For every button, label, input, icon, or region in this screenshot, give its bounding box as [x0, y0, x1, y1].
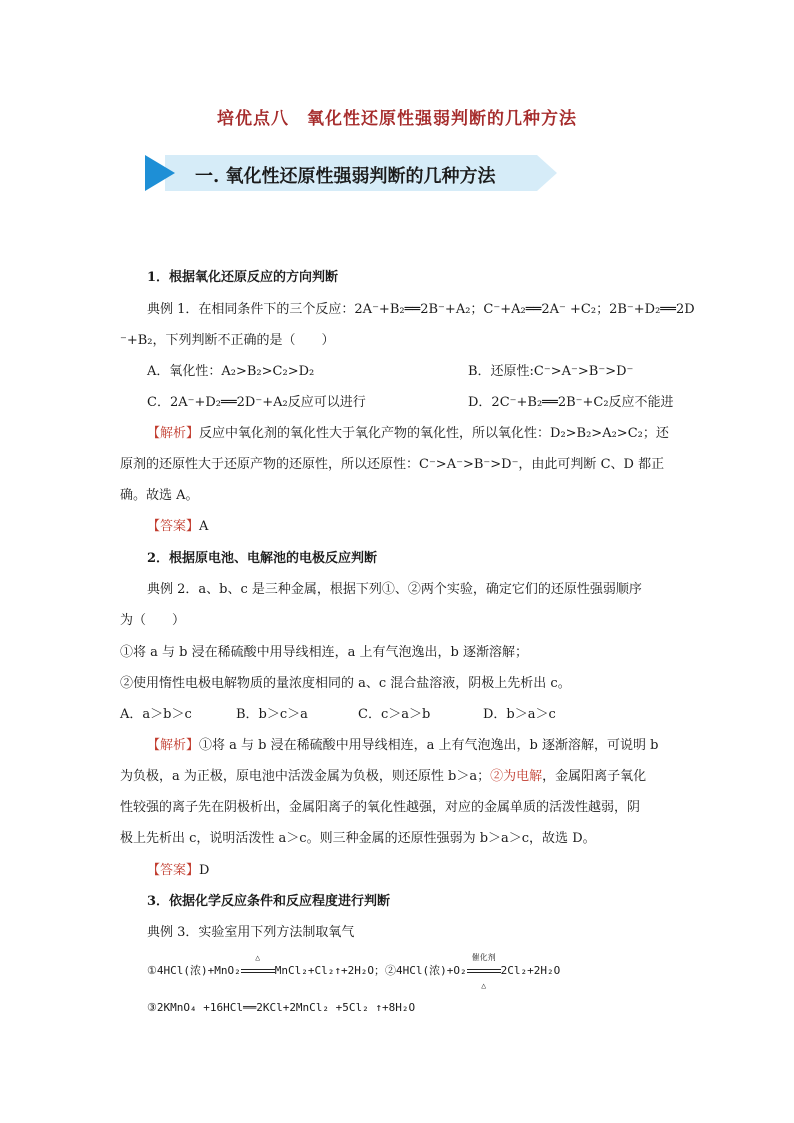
example-2-condition-2: ②使用惰性电极电解物质的量浓度相同的 a、c 混合盐溶液，阴极上先析出 c。: [120, 676, 571, 691]
explanation-text: ①将 a 与 b 浸在稀硫酸中用导线相连，a 上有气泡逸出，b 逐渐溶解，可说明 b: [199, 738, 659, 753]
example-3-question: 典例 3．实验室用下列方法制取氧气: [147, 925, 355, 940]
section-2-heading: 2．根据原电池、电解池的电极反应判断: [147, 551, 378, 566]
explanation-label: 【解析】: [147, 738, 200, 753]
answer-label: 【答案】: [147, 863, 200, 878]
example-1-question: 典例 1．在相同条件下的三个反应：2A⁻+B₂══2B⁻+A₂；C⁻+A₂══2A⁻ +C₂；2B⁻+D₂══2D: [147, 302, 695, 317]
answer-label: 【答案】: [147, 519, 200, 534]
example-2-explanation-line2: [120, 767, 646, 787]
example-2-condition-1: ①将 a 与 b 浸在稀硫酸中用导线相连，a 上有气泡逸出，b 逐渐溶解；: [120, 645, 528, 660]
reaction-1-products: MnCl₂+Cl₂↑+2H₂O；②4HCl(浓)+O₂: [274, 964, 467, 977]
section-1-heading: 1．根据氧化还原反应的方向判断: [147, 270, 339, 285]
reaction-1-2: [147, 953, 561, 990]
reaction-3: ③2KMnO₄ +16HCl══2KCl+2MnCl₂ +5Cl₂ ↑+8H₂O: [147, 1001, 416, 1014]
reaction-2-products: 2Cl₂+2H₂O: [500, 964, 561, 977]
explanation-label: 【解析】: [147, 426, 200, 441]
section-banner: [145, 155, 557, 191]
example-2-question-cont: 为（ ）: [120, 613, 186, 628]
example-2-option-c: C．c＞a＞b: [358, 707, 431, 722]
page-title: 培优点八 氧化性还原性强弱判断的几种方法: [217, 109, 577, 129]
heat-symbol: △: [255, 953, 261, 962]
example-1-explanation-line3: 确。故选 A。: [120, 488, 199, 503]
example-2-explanation-line1: [147, 736, 658, 756]
example-1-explanation-line2: 原剂的还原性大于还原产物的还原性，所以还原性：C⁻>A⁻>B⁻>D⁻，由此可判断 C、D 都正: [120, 457, 665, 472]
example-1-question-cont: ⁻+B₂，下列判断不正确的是（ ）: [120, 333, 335, 348]
example-1-option-c: C．2A⁻+D₂══2D⁻+A₂反应可以进行: [147, 395, 366, 410]
banner-title: 一. 氧化性还原性强弱判断的几种方法: [195, 166, 496, 187]
reaction-1-reactants: ①4HCl(浓)+MnO₂: [147, 964, 241, 977]
example-1-explanation-line1: [147, 424, 669, 444]
example-1-option-d: D．2C⁻+B₂══2B⁻+C₂反应不能进: [468, 395, 674, 410]
catalyst-condition-arrow: [467, 953, 501, 990]
catalyst-label: 催化剂: [471, 953, 496, 962]
explanation-text: ，金属阳离子氧化: [542, 769, 647, 784]
example-1-option-b: B．还原性:C⁻>A⁻>B⁻>D⁻: [468, 364, 634, 379]
explanation-highlight: ②为电解: [490, 769, 543, 784]
answer-value: D: [199, 863, 210, 878]
example-2-question: 典例 2．a、b、c 是三种金属，根据下列①、②两个实验，确定它们的还原性强弱顺序: [147, 582, 642, 597]
answer-value: A: [199, 519, 209, 534]
example-2-explanation-line3: 性较强的离子先在阴极析出，金属阳离子的氧化性越强，对应的金属单质的活泼性越弱，阴: [120, 800, 641, 815]
example-1-answer: [147, 517, 208, 537]
heat-condition-arrow: [241, 953, 275, 981]
example-2-explanation-line4: 极上先析出 c，说明活泼性 a＞c。则三种金属的还原性强弱为 b＞a＞c，故选 D。: [120, 831, 596, 846]
example-1-option-a: A．氧化性：A₂>B₂>C₂>D₂: [147, 364, 315, 379]
section-3-heading: 3．依据化学反应条件和反应程度进行判断: [147, 894, 391, 909]
example-2-option-d: D．b＞a＞c: [483, 707, 556, 722]
example-2-answer: [147, 861, 209, 881]
explanation-text: 为负极，a 为正极，原电池中活泼金属为负极，则还原性 b＞a；: [120, 769, 491, 784]
example-2-option-b: B．b＞c＞a: [236, 707, 308, 722]
heat-symbol: △: [481, 981, 487, 990]
explanation-text: 反应中氧化剂的氧化性大于氧化产物的氧化性，所以氧化性：D₂>B₂>A₂>C₂；还: [199, 426, 669, 441]
example-2-option-a: A．a＞b＞c: [120, 707, 192, 722]
